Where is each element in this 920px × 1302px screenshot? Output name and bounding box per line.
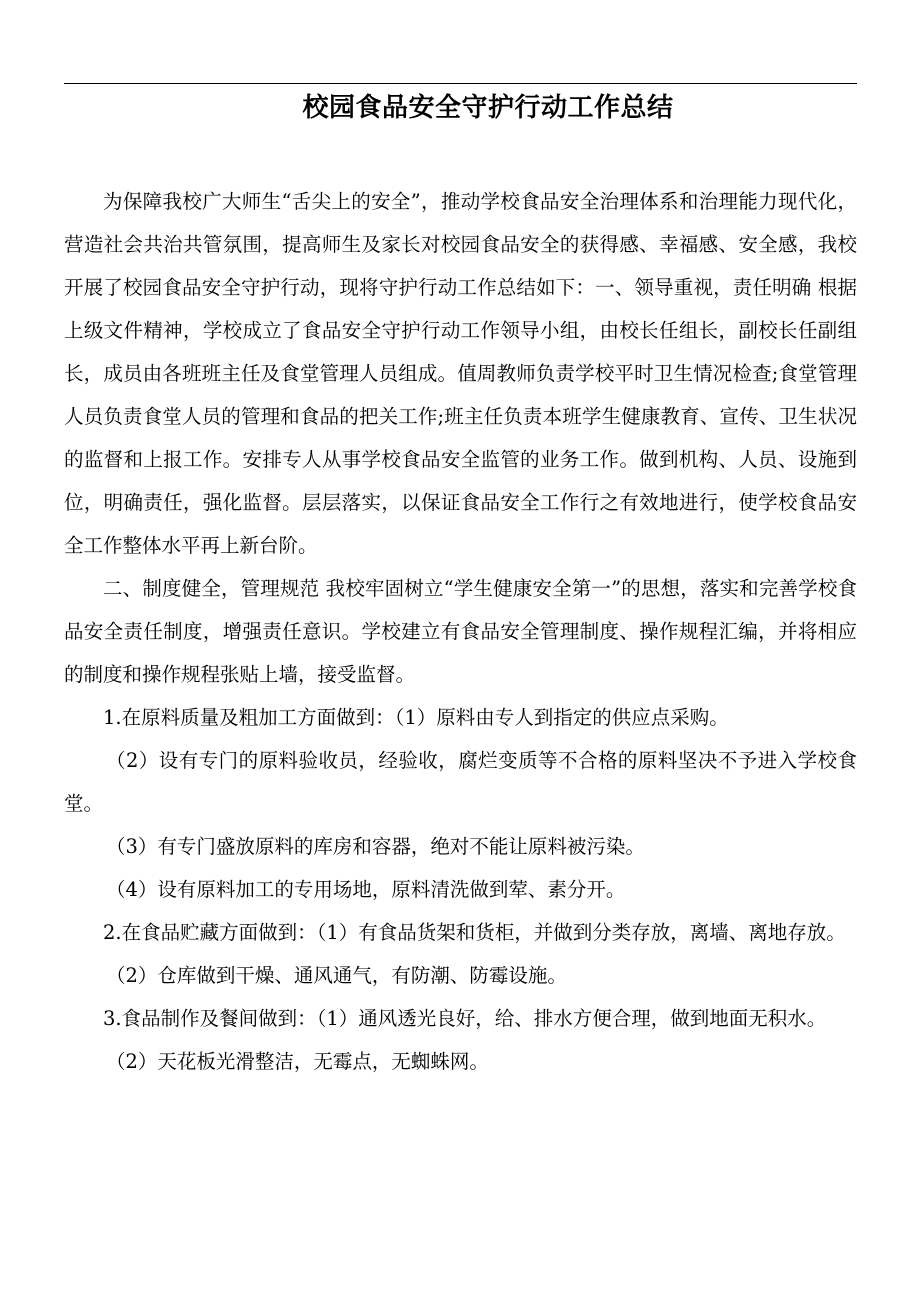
paragraph-food-preparation: 3.食品制作及餐间做到：（1）通风透光良好，给、排水方便合理，做到地面无积水。	[103, 1007, 827, 1030]
paragraph-intro: 为保障我校广大师生“舌尖上的安全”，推动学校食品安全治理体系和治理能力现代化，营造社会共治共管氛围，提高师生及家长对校园食品安全的获得感、幸福感、安全感，我校开展了校园食品安全守护行动，现将守护行动工作总结如下：一、领导重视，责任明确 根据上级文件精神，学校成立了食品安全守护行动工作领导小组，由校长任组长，副校长任副组长，成员由各班班主任及食堂管理人员组成。值周教师负责学校平时卫生情况检查;食堂管理人员负责食堂人员的管理和食品的把关工作;班主任负责本班学生健康教育、宣传、卫生状况的监督和上报工作。安排专人从事学校食品安全监管的业务工作。做到机构、人员、设施到位，明确责任，强化监督。层层落实，以保证食品安全工作行之有效地进行，使学校食品安全工作整体水平再上新台阶。	[64, 190, 857, 557]
document-body	[64, 180, 857, 1083]
paragraph-ceiling: （2）天花板光滑整洁，无霉点，无蜘蛛网。	[106, 1050, 489, 1073]
header-rule	[64, 83, 857, 84]
paragraph-system: 二、制度健全，管理规范 我校牢固树立“学生健康安全第一”的思想，落实和完善学校食品安全责任制度，增强责任意识。学校建立有食品安全管理制度、操作规程汇编，并将相应的制度和操作规程张贴上墙，接受监督。	[64, 577, 857, 686]
document-title: 校园食品安全守护行动工作总结	[302, 93, 674, 123]
paragraph-food-storage: 2.在食品贮藏方面做到：（1）有食品货架和货柜，并做到分类存放，离墙、离地存放。	[103, 921, 846, 944]
paragraph-acceptance: （2）设有专门的原料验收员，经验收，腐烂变质等不合格的原料坚决不予进入学校食堂。	[64, 749, 857, 815]
paragraph-raw-material: 1.在原料质量及粗加工方面做到：（1）原料由专人到指定的供应点采购。	[103, 706, 729, 729]
paragraph-storage-room: （3）有专门盛放原料的库房和容器，绝对不能让原料被污染。	[106, 835, 645, 858]
paragraph-processing-site: （4）设有原料加工的专用场地，原料清洗做到荤、素分开。	[106, 878, 626, 901]
paragraph-warehouse: （2）仓库做到干燥、通风通气，有防潮、防霉设施。	[106, 964, 567, 987]
